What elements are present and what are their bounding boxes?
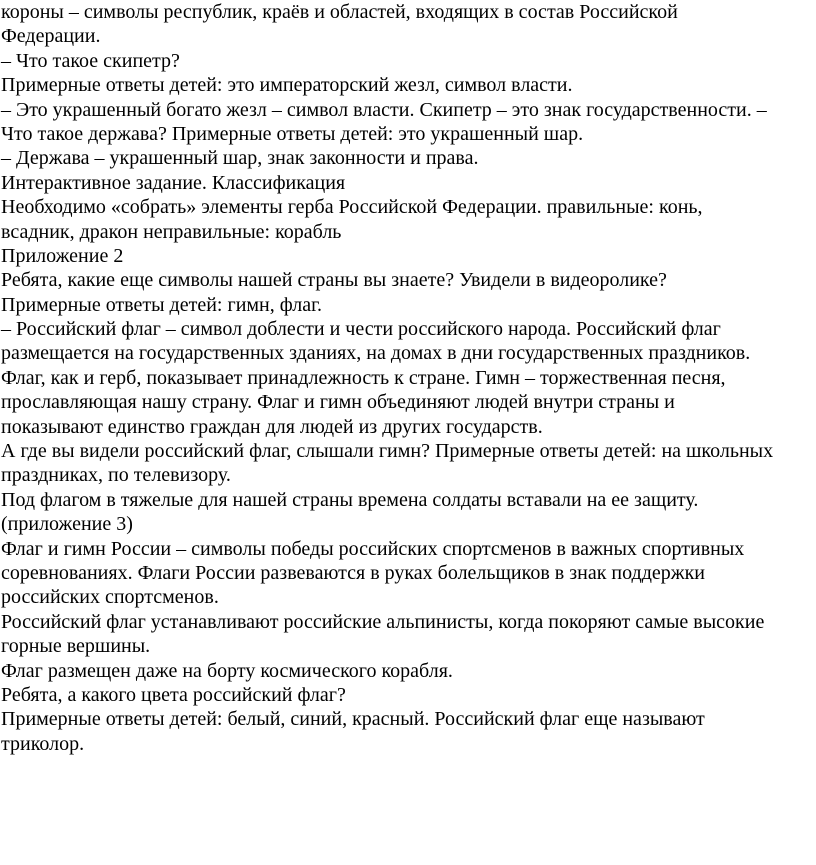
text-line: – Это украшенный богато жезл – символ власти. Скипетр – это знак государственности. –: [1, 98, 767, 121]
text-line: короны – символы республик, краёв и областей, входящих в состав Российской: [1, 1, 678, 23]
text-line: размещается на государственных зданиях, на домах в дни государственных праздников.: [1, 342, 751, 365]
text-line: Флаг размещен даже на борту космического корабля.: [1, 659, 453, 682]
text-line: Флаг, как и герб, показывает принадлежность к стране. Гимн – торжественная песня,: [1, 366, 726, 389]
text-line: Флаг и гимн России – символы победы российских спортсменов в важных спортивных: [1, 537, 745, 560]
text-line: горные вершины.: [1, 635, 151, 658]
document-text: [1, 0, 810, 756]
text-line: триколор.: [1, 732, 85, 755]
text-line: Приложение 2: [1, 244, 124, 267]
text-line: праздниках, по телевизору.: [1, 464, 231, 487]
text-line: Примерные ответы детей: это императорский жезл, символ власти.: [1, 74, 573, 97]
text-line: Под флагом в тяжелые для нашей страны времена солдаты вставали на ее защиту.: [1, 488, 699, 511]
text-line: Ребята, а какого цвета российский флаг?: [1, 683, 346, 706]
text-line: – Что такое скипетр?: [1, 49, 180, 72]
text-line: Что такое держава? Примерные ответы детей: это украшенный шар.: [1, 122, 584, 145]
text-line: Необходимо «собрать» элементы герба Российской Федерации. правильные: конь,: [1, 196, 703, 219]
text-line: Примерные ответы детей: белый, синий, красный. Российский флаг еще называют: [1, 708, 705, 731]
text-line: Ребята, какие еще символы нашей страны вы знаете? Увидели в видеоролике?: [1, 269, 667, 292]
text-line: российских спортсменов.: [1, 586, 219, 609]
text-line: Федерации.: [1, 25, 101, 48]
text-line: Интерактивное задание. Классификация: [1, 171, 346, 194]
text-line: – Держава – украшенный шар, знак законности и права.: [1, 147, 479, 170]
text-line: всадник, дракон неправильные: корабль: [1, 220, 342, 243]
text-line: показывают единство граждан для людей из других государств.: [1, 415, 543, 438]
text-line: прославляющая нашу страну. Флаг и гимн объединяют людей внутри страны и: [1, 391, 675, 414]
text-line: Примерные ответы детей: гимн, флаг.: [1, 293, 323, 316]
text-line: А где вы видели российский флаг, слышали гимн? Примерные ответы детей: на школьных: [1, 440, 774, 463]
text-line: Российский флаг устанавливают российские альпинисты, когда покоряют самые высокие: [1, 610, 765, 633]
text-line: соревнованиях. Флаги России развеваются в руках болельщиков в знак поддержки: [1, 561, 706, 584]
text-line: – Российский флаг – символ доблести и чести российского народа. Российский флаг: [1, 318, 721, 341]
text-line: (приложение 3): [1, 513, 133, 536]
